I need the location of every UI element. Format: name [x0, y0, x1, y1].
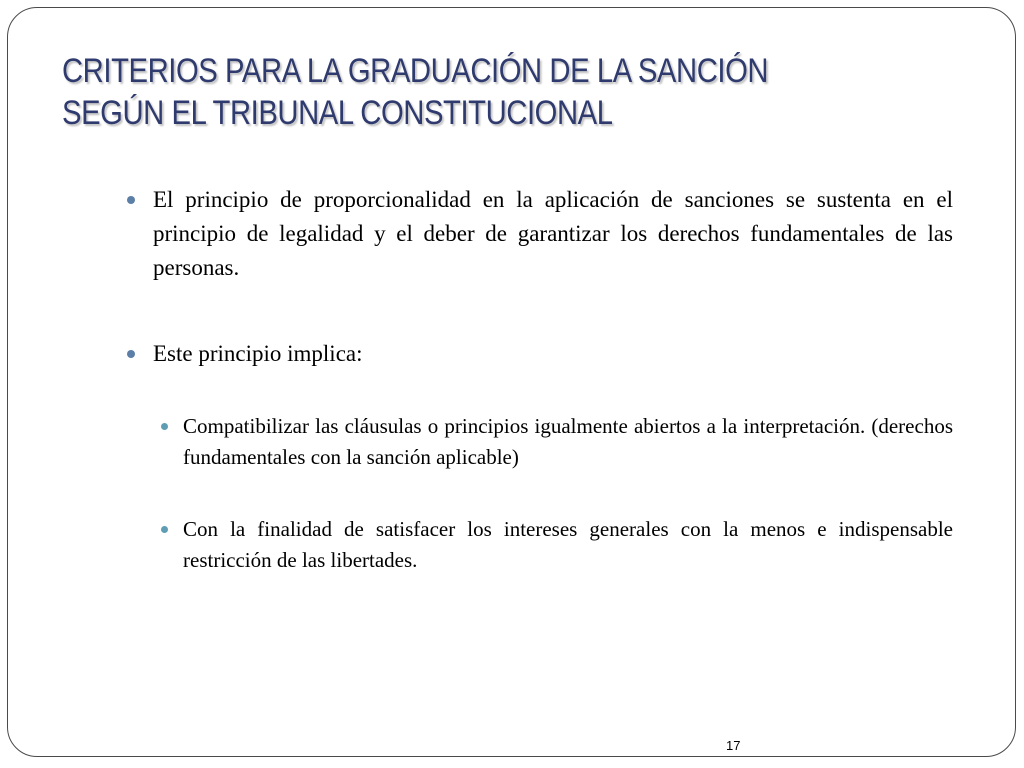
slide-title-line-2: SEGÚN EL TRIBUNAL CONSTITUCIONAL — [62, 94, 613, 132]
page-number: 17 — [726, 738, 741, 753]
sub-bullet-dot-icon — [161, 526, 168, 533]
bullet-item-proportionality — [153, 183, 953, 285]
sub-bullet-text: Con la finalidad de satisfacer los intereses generales con la menos e indispensable restricción de las libertades. — [183, 517, 953, 572]
slide-title — [62, 50, 836, 134]
bullet-text: Este principio implica: — [153, 341, 363, 366]
bullet-dot-icon — [127, 196, 135, 204]
slide-title-line-1: CRITERIOS PARA LA GRADUACIÓN DE LA SANCIÓN — [62, 52, 769, 90]
sub-bullet-dot-icon — [161, 423, 168, 430]
sub-bullet-item-compatibilizar — [183, 411, 953, 473]
bullet-dot-icon — [127, 350, 135, 358]
bullet-item-implica — [153, 337, 953, 371]
sub-bullet-text: Compatibilizar las cláusulas o principios igualmente abiertos a la interpretación. (derechos fundamentales con la sanción aplicable) — [183, 414, 953, 469]
sub-bullet-item-finalidad — [183, 514, 953, 576]
bullet-text: El principio de proporcionalidad en la aplicación de sanciones se sustenta en el principio de legalidad y el deber de garantizar los derechos fundamentales de las personas. — [153, 187, 953, 280]
